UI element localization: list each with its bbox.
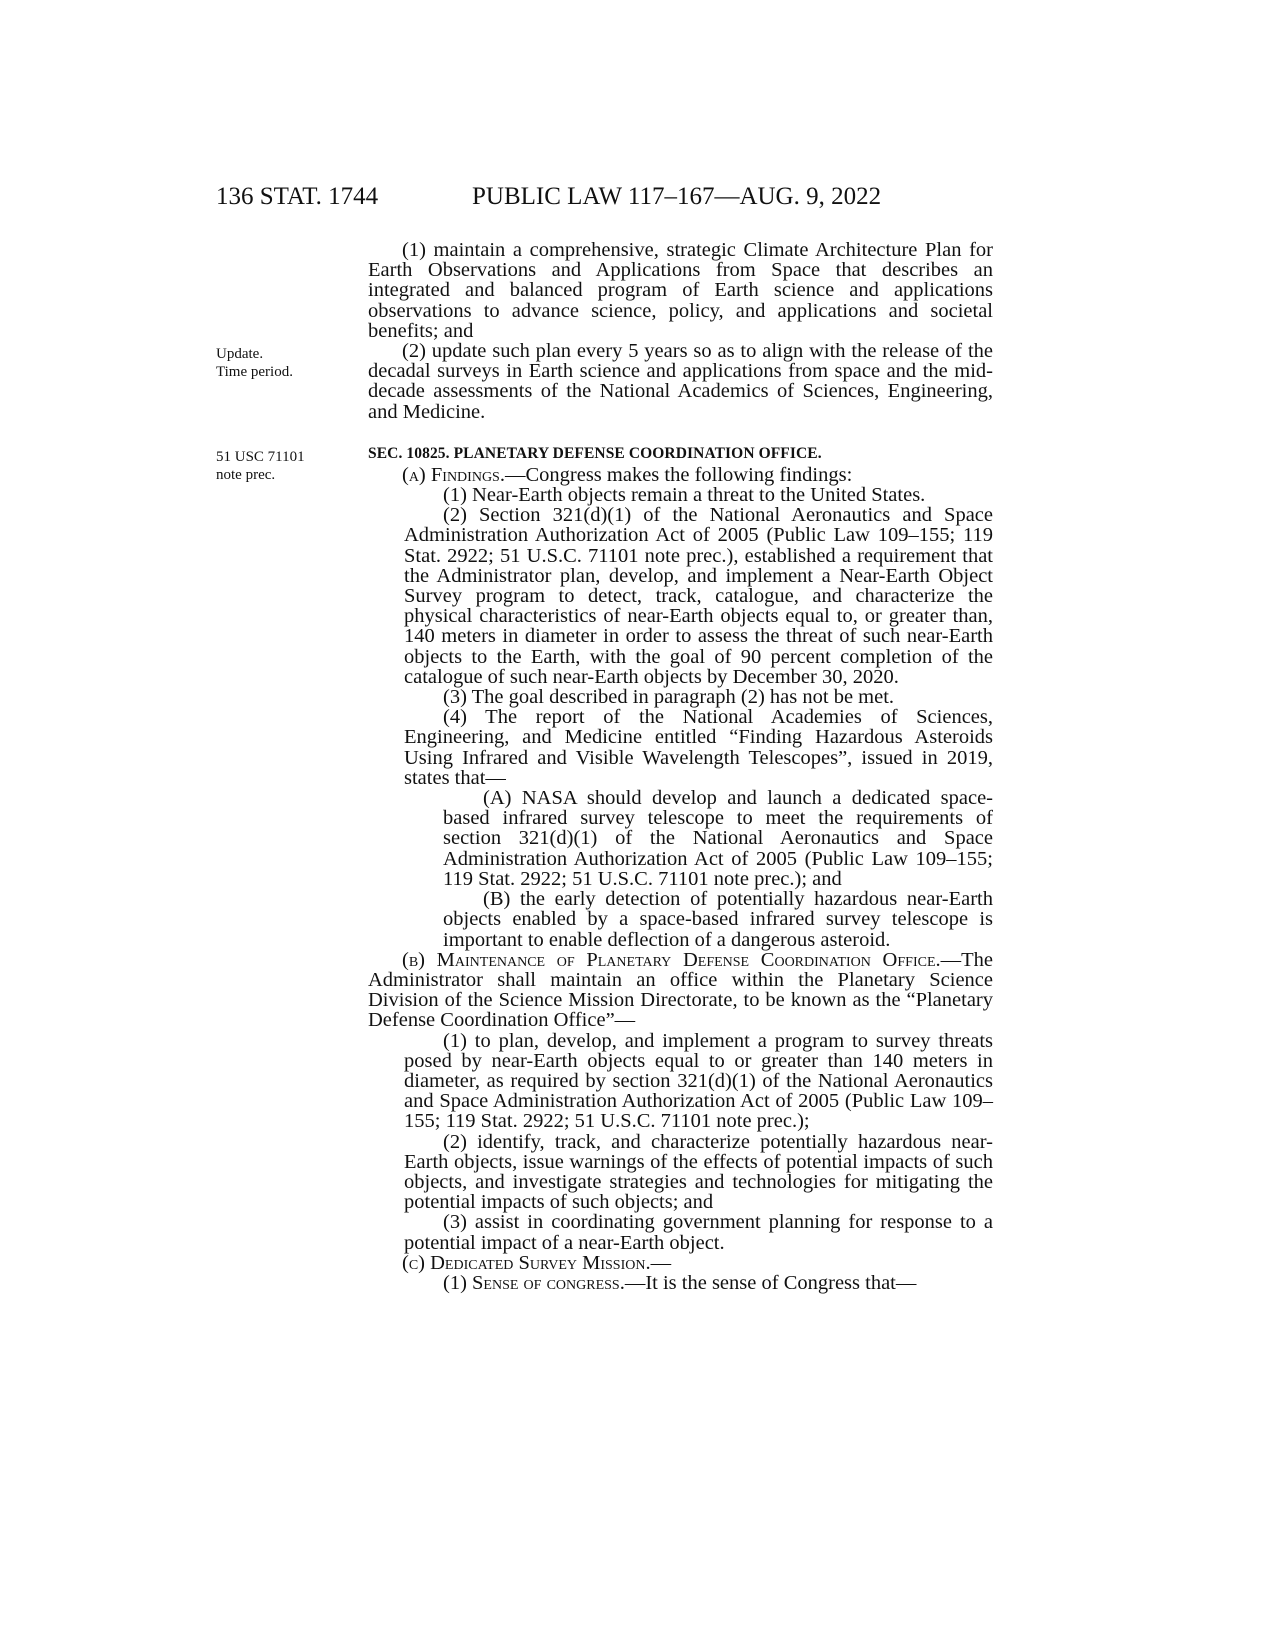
subsection-b-maintenance — [368, 950, 993, 1031]
subsection-a-label: (a) Findings. — [402, 463, 505, 486]
paragraph-2-update-plan: (2) update such plan every 5 years so as to align with the release of the decadal surveys in Earth science and applications from space and the mid-decade assessments of the National Academics of Sciences, Engineering, and Medicine. — [368, 340, 993, 423]
page-header — [216, 183, 1016, 217]
sense-of-congress — [368, 1273, 993, 1293]
public-law-title: PUBLIC LAW 117–167—AUG. 9, 2022 — [472, 183, 882, 210]
margin-note-usc-citation — [216, 448, 346, 484]
finding-3: (3) The goal described in paragraph (2) has not be met. — [443, 686, 895, 709]
statute-page-number: 136 STAT. 1744 — [216, 183, 379, 210]
subsection-b-label: (b) Maintenance of Planetary Defense Coordination Office. — [402, 948, 941, 971]
finding-1: (1) Near-Earth objects remain a threat to the United States. — [443, 484, 926, 507]
sense-of-congress-label: (1) Sense of congress. — [443, 1271, 625, 1294]
subsection-a-text: —Congress makes the following findings: — [504, 463, 853, 486]
office-duty-2: (2) identify, track, and characterize potentially hazardous near-Earth objects, issue warnings of the effects of potential impacts of such objects, and investigate strategies and technologies for mitigating the potential impacts of such objects; and — [404, 1130, 993, 1214]
finding-4-A: (A) NASA should develop and launch a dedicated space-based infrared survey telescope to meet the requirements of section 321(d)(1) of the National Aeronautics and Space Administration Authorization Act of 2005 (Public Law 109–155; 119 Stat. 2922; 51 U.S.C. 71101 note prec.); and — [443, 787, 993, 890]
office-duty-3: (3) assist in coordinating government planning for response to a potential impact of a near-Earth object. — [404, 1211, 993, 1254]
finding-4-B: (B) the early detection of potentially hazardous near-Earth objects enabled by a space-based infrared survey telescope is important to enable deflection of a dangerous asteroid. — [443, 888, 993, 951]
margin-note-text: Update. Time period. — [216, 346, 293, 380]
paragraph-1-maintain-plan: (1) maintain a comprehensive, strategic Climate Architecture Plan for Earth Observations and Applications from Space that describes an integrated and balanced program of Earth science and applications observations to advance science, policy, and applications and societal benefits; and — [368, 239, 993, 342]
subsection-a-findings — [368, 465, 993, 485]
sense-of-congress-text: —It is the sense of Congress that— — [624, 1271, 917, 1294]
finding-2: (2) Section 321(d)(1) of the National Aeronautics and Space Administration Authorization Act of 2005 (Public Law 109–155; 119 Stat. 2922; 51 U.S.C. 71101 note prec.), established a requirement that the Administrator plan, develop, and implement a Near-Earth Object Survey program to detect, track, catalogue, and characterize the physical characteristics of near-Earth objects equal to, or greater than, 140 meters in diameter in order to assess the threat of such near-Earth objects to the Earth, with the goal of 90 percent completion of the catalogue of such near-Earth objects by December 30, 2020. — [404, 504, 993, 688]
subsection-b-text: —The Administrator shall maintain an office within the Planetary Science Division of the Science Mission Directorate, to be known as the “Planetary Defense Coordination Office”— — [368, 948, 993, 1032]
margin-note-text: 51 USC 71101 note prec. — [216, 449, 305, 483]
section-heading: SEC. 10825. PLANETARY DEFENSE COORDINATION OFFICE. — [368, 444, 822, 462]
office-duty-1: (1) to plan, develop, and implement a program to survey threats posed by near-Earth objects equal to or greater than 140 meters in diameter, as required by section 321(d)(1) of the National Aeronautics and Space Administration Authorization Act of 2005 (Public Law 109–155; 119 Stat. 2922; 51 U.S.C. 71101 note prec.); — [404, 1029, 993, 1133]
subsection-c-label: (c) Dedicated Survey Mission. — [402, 1251, 651, 1274]
subsection-c-dedicated-survey — [368, 1253, 993, 1273]
finding-4: (4) The report of the National Academies of Sciences, Engineering, and Medicine entitled “Finding Hazardous Asteroids Using Infrared and Visible Wavelength Telescopes”, issued in 2019, states that— — [404, 706, 993, 789]
subsection-c-text: — — [650, 1251, 672, 1274]
margin-note-update — [216, 345, 346, 381]
document-body — [368, 240, 993, 1293]
